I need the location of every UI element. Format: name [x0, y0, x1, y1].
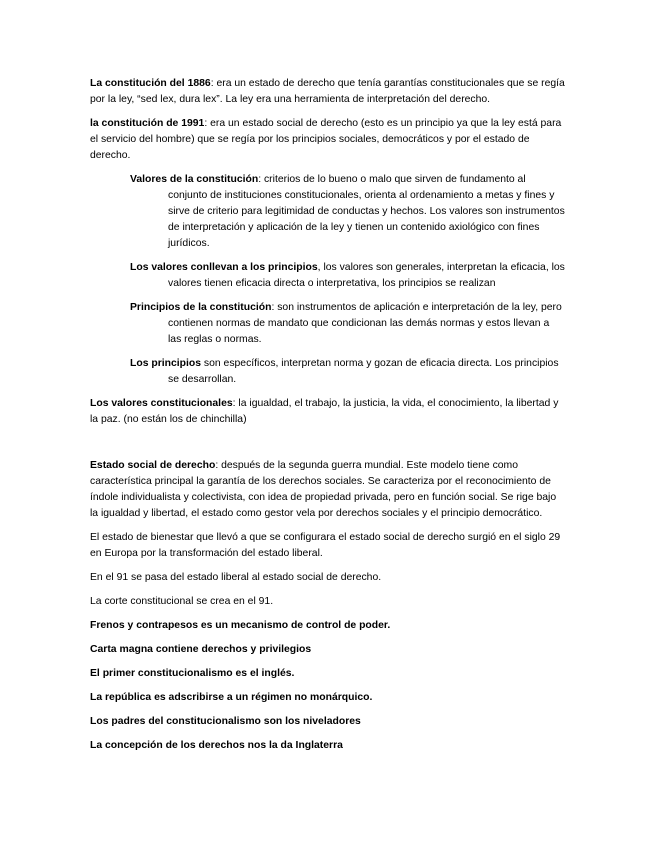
- term-valores-principios: Los valores conllevan a los principios: [130, 262, 318, 273]
- bold-fact-padres: [90, 714, 565, 730]
- bold-fact-constitucionalismo-text: El primer constitucionalismo es el inglés.: [90, 668, 295, 679]
- text-los-principios: son específicos, interpretan norma y gozan de eficacia directa. Los principios se desarrollan.: [168, 358, 559, 385]
- term-principios-constitucion: Principios de la constitución: [130, 302, 272, 313]
- term-valores-constitucion: Valores de la constitución: [130, 174, 259, 185]
- text-valores-principios: , los valores son generales, interpretan la eficacia, los valores tienen eficacia directa o interpretativa, los principios se realizan: [168, 262, 565, 289]
- paragraph-estado-liberal: En el 91 se pasa del estado liberal al estado social de derecho.: [90, 572, 382, 583]
- paragraph-corte-constitucional: La corte constitucional se crea en el 91.: [90, 596, 274, 607]
- paragraph-valores-principios: [90, 260, 565, 292]
- bold-fact-republica: [90, 690, 565, 706]
- bold-fact-frenos: [90, 618, 565, 634]
- spacer: [90, 436, 565, 458]
- paragraph-los-principios: [90, 356, 565, 388]
- term-los-principios: Los principios: [130, 358, 202, 369]
- bold-fact-carta-magna-text: Carta magna contiene derechos y privilegios: [90, 644, 312, 655]
- bold-fact-republica-text: La república es adscribirse a un régimen no monárquico.: [90, 692, 373, 703]
- bold-fact-frenos-text: Frenos y contrapesos es un mecanismo de control de poder.: [90, 620, 391, 631]
- term-constitucion-1991: la constitución de 1991: [90, 118, 205, 129]
- paragraph-constitucion-1991: [90, 116, 565, 164]
- paragraph-constitucion-1886: [90, 76, 565, 108]
- bold-fact-carta-magna: [90, 642, 565, 658]
- text-principios-constitucion: : son instrumentos de aplicación e interpretación de la ley, pero contienen normas de mandato que condicionan las demás normas y estos llevan a las reglas o normas.: [168, 302, 562, 345]
- bold-fact-padres-text: Los padres del constitucionalismo son los niveladores: [90, 716, 361, 727]
- bold-fact-constitucionalismo: [90, 666, 565, 682]
- bold-fact-derechos-text: La concepción de los derechos nos la da Inglaterra: [90, 740, 343, 751]
- paragraph-valores-constitucionales: [90, 396, 565, 428]
- document-page: [90, 76, 565, 762]
- paragraph-principios-constitucion: [90, 300, 565, 348]
- text-constitucion-1886: : era un estado de derecho que tenía garantías constitucionales que se regía por la ley, “sed lex, dura lex”. La ley era una herramienta de interpretación del derecho.: [90, 78, 565, 105]
- term-constitucion-1886: La constitución del 1886: [90, 78, 211, 89]
- text-valores-constitucionales: : la igualdad, el trabajo, la justicia, la vida, el conocimiento, la libertad y la paz. (no están los de chinchilla): [90, 398, 559, 425]
- term-estado-social: Estado social de derecho: [90, 460, 216, 471]
- text-valores-constitucion: : criterios de lo bueno o malo que sirven de fundamento al conjunto de instituciones constitucionales, orienta al ordenamiento a metas y fines y sirve de criterio para legitimidad de conductas y hechos. Los valores son instrumentos de interpretación y aplicación de la ley y tienen un contenido axiológico con fines jurídicos.: [168, 174, 565, 249]
- paragraph-valores-constitucion: [90, 172, 565, 252]
- text-constitucion-1991: : era un estado social de derecho (esto es un principio ya que la ley está para el servicio del hombre) que se regía por los principios sociales, democráticos y por el estado de derecho.: [90, 118, 562, 161]
- text-estado-social: : después de la segunda guerra mundial. Este modelo tiene como característica principal la garantía de los derechos sociales. Se caracteriza por el reconocimiento de índole individualista y colectivista, con idea de propiedad privada, pero en función social. Se rige bajo la igualdad y libertad, el estado como gestor vela por derechos sociales y el principio democrático.: [90, 460, 557, 519]
- bold-fact-derechos: [90, 738, 565, 754]
- term-valores-constitucionales: Los valores constitucionales: [90, 398, 233, 409]
- paragraph-estado-social: [90, 458, 565, 522]
- paragraph-estado-bienestar: El estado de bienestar que llevó a que se configurara el estado social de derecho surgió en el siglo 29 en Europa por la transformación del estado liberal.: [90, 532, 561, 559]
